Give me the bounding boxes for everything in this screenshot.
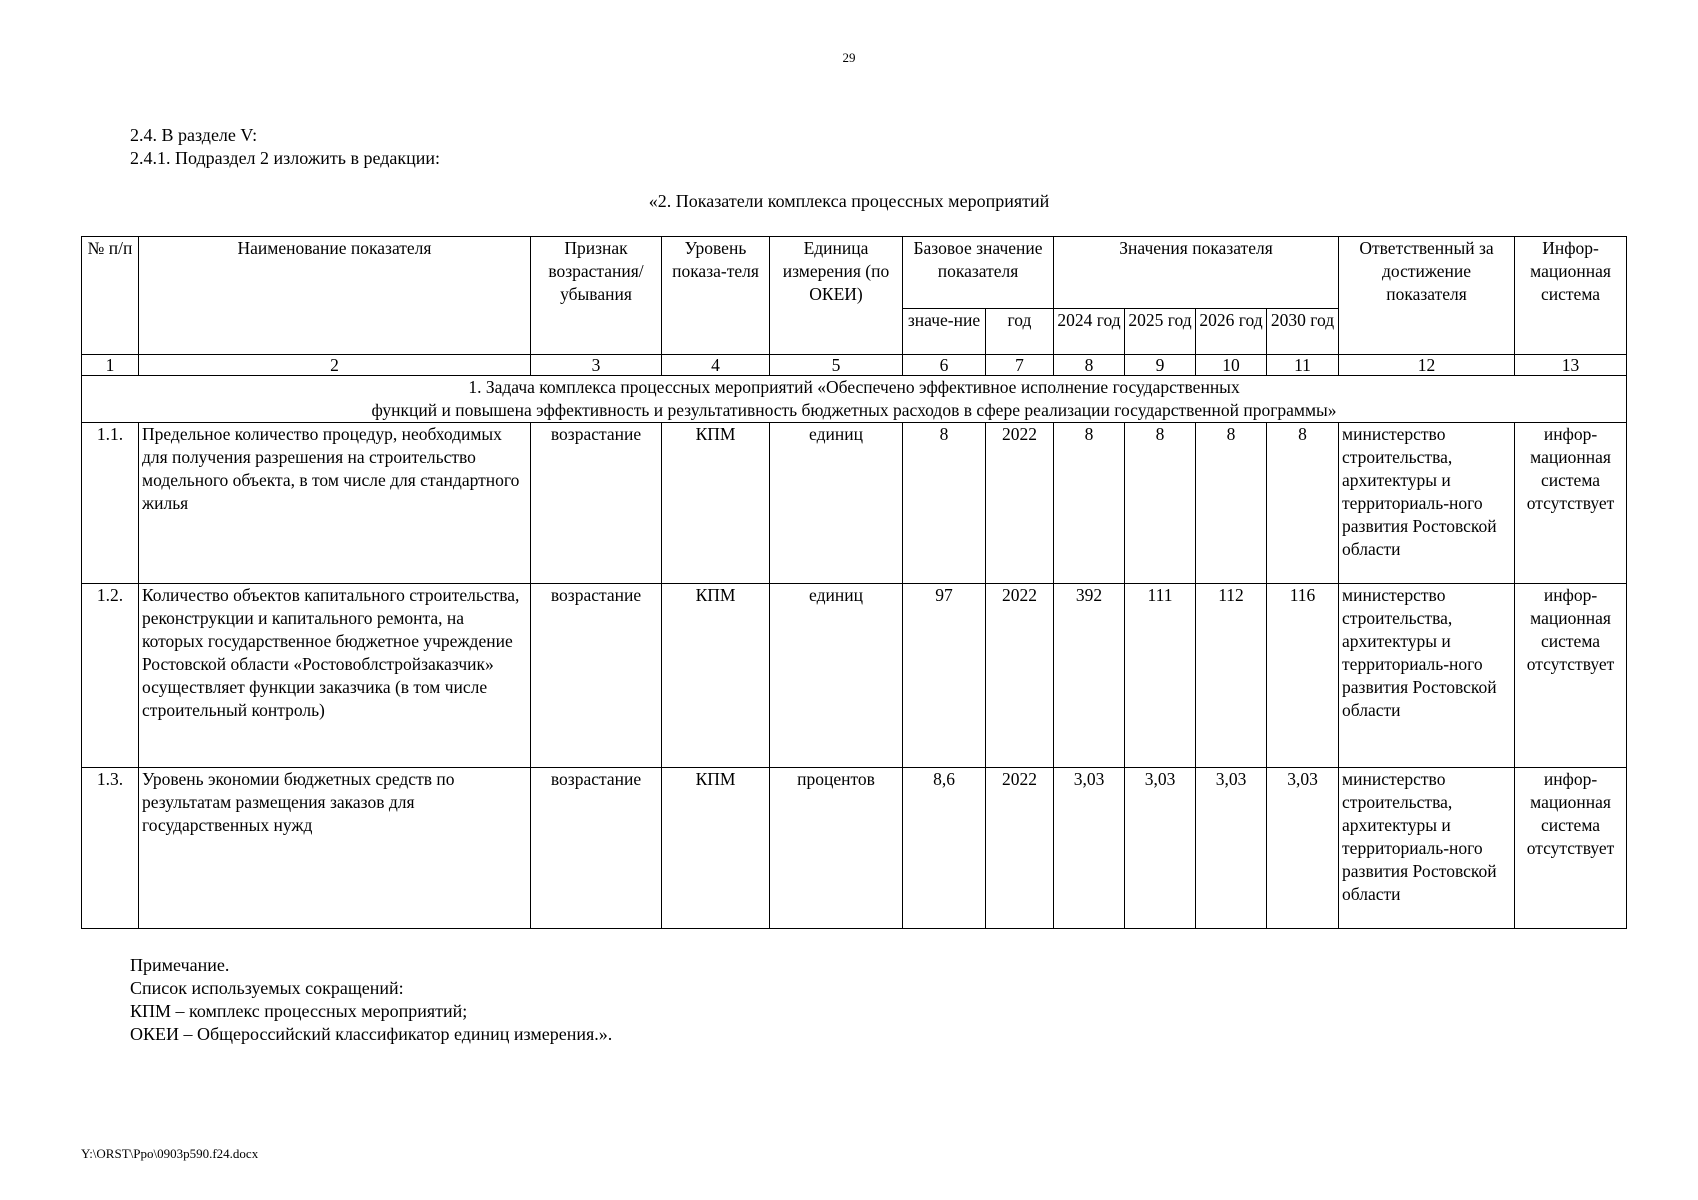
- header-values: Значения показателя: [1054, 237, 1339, 309]
- row-level: КПМ: [662, 423, 770, 584]
- indicators-table: [81, 236, 1627, 929]
- row-value-2026: 8: [1196, 423, 1267, 584]
- task-row: [82, 376, 1627, 423]
- row-base-year: 2022: [986, 768, 1054, 929]
- header-2025: 2025 год: [1125, 309, 1196, 355]
- col-number: 7: [986, 355, 1054, 376]
- row-unit: единиц: [770, 423, 903, 584]
- row-sign: возрастание: [531, 423, 662, 584]
- row-level: КПМ: [662, 768, 770, 929]
- row-value-2030: 116: [1267, 584, 1339, 768]
- row-base-value: 97: [903, 584, 986, 768]
- row-value-2024: 3,03: [1054, 768, 1125, 929]
- header-2026: 2026 год: [1196, 309, 1267, 355]
- header-2024: 2024 год: [1054, 309, 1125, 355]
- col-number: 4: [662, 355, 770, 376]
- row-name: Количество объектов капитального строительства, реконструкции и капитального ремонта, на которых государственное бюджетное учреждение Ростовской области «Ростовоблстройзаказчик» осуществляет функции заказчика (в том числе строительный контроль): [139, 584, 531, 768]
- col-number: 2: [139, 355, 531, 376]
- row-value-2030: 3,03: [1267, 768, 1339, 929]
- header-2030: 2030 год: [1267, 309, 1339, 355]
- row-info-system: инфор-мационная система отсутствует: [1515, 768, 1627, 929]
- row-base-year: 2022: [986, 584, 1054, 768]
- col-number: 12: [1339, 355, 1515, 376]
- row-info-system: инфор-мационная система отсутствует: [1515, 423, 1627, 584]
- intro-line-1: 2.4. В разделе V:: [130, 125, 258, 145]
- row-base-year: 2022: [986, 423, 1054, 584]
- row-value-2024: 8: [1054, 423, 1125, 584]
- header-num: № п/п: [82, 237, 139, 355]
- task-heading-line-2: функций и повышена эффективность и результативность бюджетных расходов в сфере реализации государственной программы»: [371, 400, 1337, 420]
- header-row-1: [82, 237, 1627, 309]
- row-sign: возрастание: [531, 584, 662, 768]
- col-number: 9: [1125, 355, 1196, 376]
- header-base-year: год: [986, 309, 1054, 355]
- note-block: [130, 954, 612, 1046]
- header-unit: Единица измерения (по ОКЕИ): [770, 237, 903, 355]
- row-level: КПМ: [662, 584, 770, 768]
- page-number: 29: [842, 50, 856, 65]
- note-title: Примечание.: [130, 955, 230, 975]
- header-level: Уровень показа-теля: [662, 237, 770, 355]
- row-value-2025: 111: [1125, 584, 1196, 768]
- header-responsible: Ответственный за достижение показателя: [1339, 237, 1515, 355]
- row-name: Уровень экономии бюджетных средств по результатам размещения заказов для государственных нужд: [139, 768, 531, 929]
- row-num: 1.3.: [82, 768, 139, 929]
- col-number: 6: [903, 355, 986, 376]
- table-row: [82, 768, 1627, 929]
- footer-file-path: Y:\ORST\Ppo\0903p590.f24.docx: [81, 1146, 259, 1161]
- header-info: Инфор-мационная система: [1515, 237, 1627, 355]
- row-value-2026: 112: [1196, 584, 1267, 768]
- header-base-value: значе-ние: [903, 309, 986, 355]
- col-number: 13: [1515, 355, 1627, 376]
- row-num: 1.1.: [82, 423, 139, 584]
- row-responsible: министерство строительства, архитектуры и территориаль-ного развития Ростовской области: [1339, 768, 1515, 929]
- col-number: 10: [1196, 355, 1267, 376]
- row-value-2024: 392: [1054, 584, 1125, 768]
- col-number: 5: [770, 355, 903, 376]
- col-number: 11: [1267, 355, 1339, 376]
- intro-text: [130, 124, 440, 170]
- header-sign: Признак возрастания/ убывания: [531, 237, 662, 355]
- note-line-2: КПМ – комплекс процессных мероприятий;: [130, 1001, 468, 1021]
- col-number: 8: [1054, 355, 1125, 376]
- row-name: Предельное количество процедур, необходимых для получения разрешения на строительство модельного объекта, в том числе для стандартного жилья: [139, 423, 531, 584]
- row-base-value: 8: [903, 423, 986, 584]
- row-value-2030: 8: [1267, 423, 1339, 584]
- row-info-system: инфор-мационная система отсутствует: [1515, 584, 1627, 768]
- row-num: 1.2.: [82, 584, 139, 768]
- task-heading-line-1: 1. Задача комплекса процессных мероприятий «Обеспечено эффективное исполнение государственных: [468, 377, 1240, 397]
- row-unit: процентов: [770, 768, 903, 929]
- row-unit: единиц: [770, 584, 903, 768]
- col-number: 3: [531, 355, 662, 376]
- row-responsible: министерство строительства, архитектуры и территориаль-ного развития Ростовской области: [1339, 584, 1515, 768]
- row-sign: возрастание: [531, 768, 662, 929]
- row-value-2026: 3,03: [1196, 768, 1267, 929]
- table-caption: «2. Показатели комплекса процессных мероприятий: [648, 191, 1050, 211]
- column-numbers-row: [82, 355, 1627, 376]
- col-number: 1: [82, 355, 139, 376]
- row-value-2025: 8: [1125, 423, 1196, 584]
- note-line-3: ОКЕИ – Общероссийский классификатор единиц измерения.».: [130, 1024, 613, 1044]
- header-base: Базовое значение показателя: [903, 237, 1054, 309]
- row-value-2025: 3,03: [1125, 768, 1196, 929]
- task-heading: [82, 376, 1627, 423]
- note-line-1: Список используемых сокращений:: [130, 978, 404, 998]
- row-base-value: 8,6: [903, 768, 986, 929]
- header-name: Наименование показателя: [139, 237, 531, 355]
- row-responsible: министерство строительства, архитектуры и территориаль-ного развития Ростовской области: [1339, 423, 1515, 584]
- table-row: [82, 423, 1627, 584]
- intro-line-2: 2.4.1. Подраздел 2 изложить в редакции:: [130, 148, 441, 168]
- table-row: [82, 584, 1627, 768]
